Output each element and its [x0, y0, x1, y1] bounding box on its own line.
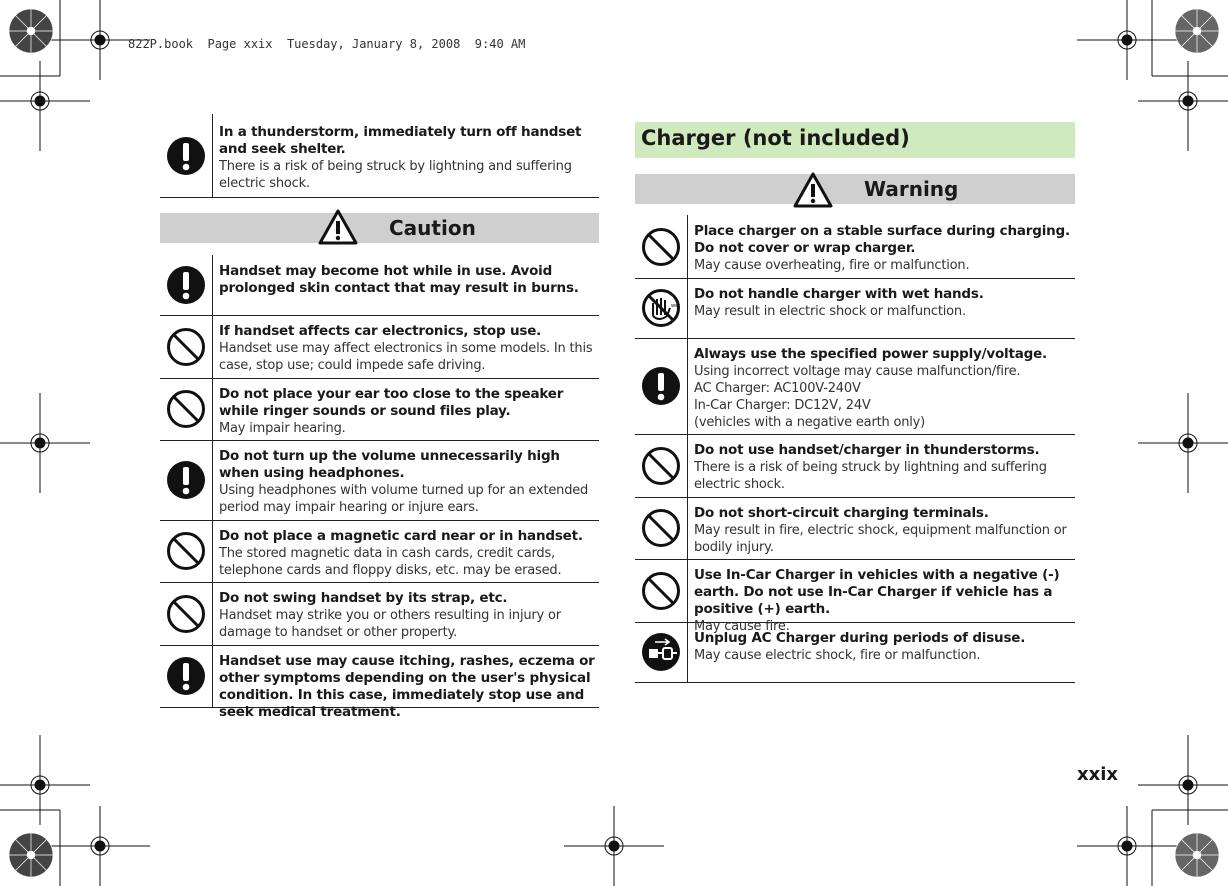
- item-title: Handset use may cause itching, rashes, eczema or other symptoms depending on the user's physical condition. In this case, immediately stop use and seek medical treatment.: [219, 653, 595, 720]
- prohibited-icon: [160, 378, 213, 440]
- item-detail: May result in electric shock or malfunction.: [694, 304, 966, 319]
- exclamation-icon: [160, 255, 213, 315]
- list-item: [160, 645, 599, 720]
- item-detail: There is a risk of being struck by lightning and suffering electric shock.: [694, 460, 1047, 492]
- list-item: [160, 114, 599, 198]
- book-info-header: 822P.book Page xxix Tuesday, January 8, 2008 9:40 AM: [128, 37, 526, 51]
- item-title: Do not swing handset by its strap, etc.: [219, 590, 508, 606]
- item-detail: Using headphones with volume turned up for an extended period may impair hearing or injure ears.: [219, 483, 589, 515]
- left-column: [160, 114, 599, 720]
- item-title: Do not short-circuit charging terminals.: [694, 505, 989, 521]
- item-title: In a thunderstorm, immediately turn off handset and seek shelter.: [219, 124, 582, 157]
- exclamation-icon: [160, 440, 213, 520]
- item-title: Do not handle charger with wet hands.: [694, 286, 984, 302]
- item-title: Handset may become hot while in use. Avoid prolonged skin contact that may result in burns.: [219, 263, 579, 296]
- item-detail: Using incorrect voltage may cause malfunction/fire. AC Charger: AC100V-240V In-Car Charger: DC12V, 24V (vehicles with a negative earth only): [694, 364, 1021, 430]
- item-title: Unplug AC Charger during periods of disuse.: [694, 630, 1026, 646]
- warning-label: Warning: [864, 177, 959, 201]
- item-title: Place charger on a stable surface during charging. Do not cover or wrap charger.: [694, 223, 1070, 256]
- prohibited-icon: [635, 215, 688, 278]
- list-item: [635, 497, 1075, 560]
- no-wet-hands-icon: [635, 278, 688, 338]
- item-detail: There is a risk of being struck by lightning and suffering electric shock.: [219, 159, 572, 191]
- item-detail: Handset may strike you or others resulting in injury or damage to handset or other property.: [219, 608, 561, 640]
- prohibited-icon: [635, 434, 688, 497]
- prohibited-icon: [160, 582, 213, 645]
- item-title: Always use the specified power supply/voltage.: [694, 346, 1047, 362]
- item-title: Do not use handset/charger in thunderstorms.: [694, 442, 1040, 458]
- list-item: [160, 440, 599, 521]
- right-column: [635, 122, 1075, 687]
- prohibited-icon: [160, 520, 213, 582]
- warning-triangle-icon: [318, 209, 358, 245]
- list-item: [160, 520, 599, 583]
- item-title: Do not turn up the volume unnecessarily high when using headphones.: [219, 448, 560, 481]
- item-detail: May result in fire, electric shock, equipment malfunction or bodily injury.: [694, 523, 1067, 555]
- warning-band: [635, 174, 1075, 204]
- list-item: [635, 559, 1075, 634]
- exclamation-icon: [160, 114, 213, 197]
- caution-band: [160, 213, 599, 243]
- prohibited-icon: [160, 315, 213, 378]
- item-detail: May impair hearing.: [219, 421, 346, 436]
- unplug-icon: [635, 622, 688, 682]
- exclamation-icon: [635, 338, 688, 434]
- item-detail: The stored magnetic data in cash cards, credit cards, telephone cards and floppy disks, etc. may be erased.: [219, 546, 562, 578]
- item-detail: May cause overheating, fire or malfunction.: [694, 258, 970, 273]
- item-detail: May cause electric shock, fire or malfunction.: [694, 648, 981, 663]
- list-item: [635, 622, 1075, 683]
- exclamation-icon: [160, 645, 213, 707]
- prohibited-icon: [635, 559, 688, 622]
- page-number: xxix: [1076, 764, 1118, 785]
- item-detail: May cause fire.: [694, 619, 790, 634]
- item-title: Do not place your ear too close to the speaker while ringer sounds or sound files play.: [219, 386, 564, 419]
- list-item: [160, 255, 599, 316]
- item-title: If handset affects car electronics, stop use.: [219, 323, 542, 339]
- list-item: [635, 338, 1075, 435]
- warning-triangle-icon: [793, 172, 833, 208]
- list-item: [635, 215, 1075, 279]
- list-item: [160, 378, 599, 441]
- list-item: [635, 278, 1075, 339]
- svg-text:wet: wet: [671, 303, 681, 309]
- list-item: [635, 434, 1075, 498]
- item-title: Use In-Car Charger in vehicles with a negative (-) earth. Do not use In-Car Charger if vehicle has a positive (+) earth.: [694, 567, 1060, 617]
- list-item: [160, 582, 599, 646]
- list-item: [160, 315, 599, 379]
- section-title: Charger (not included): [641, 126, 910, 150]
- item-detail: Handset use may affect electronics in some models. In this case, stop use; could impede safe driving.: [219, 341, 593, 373]
- item-title: Do not place a magnetic card near or in handset.: [219, 528, 583, 544]
- section-title-band: [635, 122, 1075, 158]
- caution-label: Caution: [389, 216, 476, 240]
- prohibited-icon: [635, 497, 688, 559]
